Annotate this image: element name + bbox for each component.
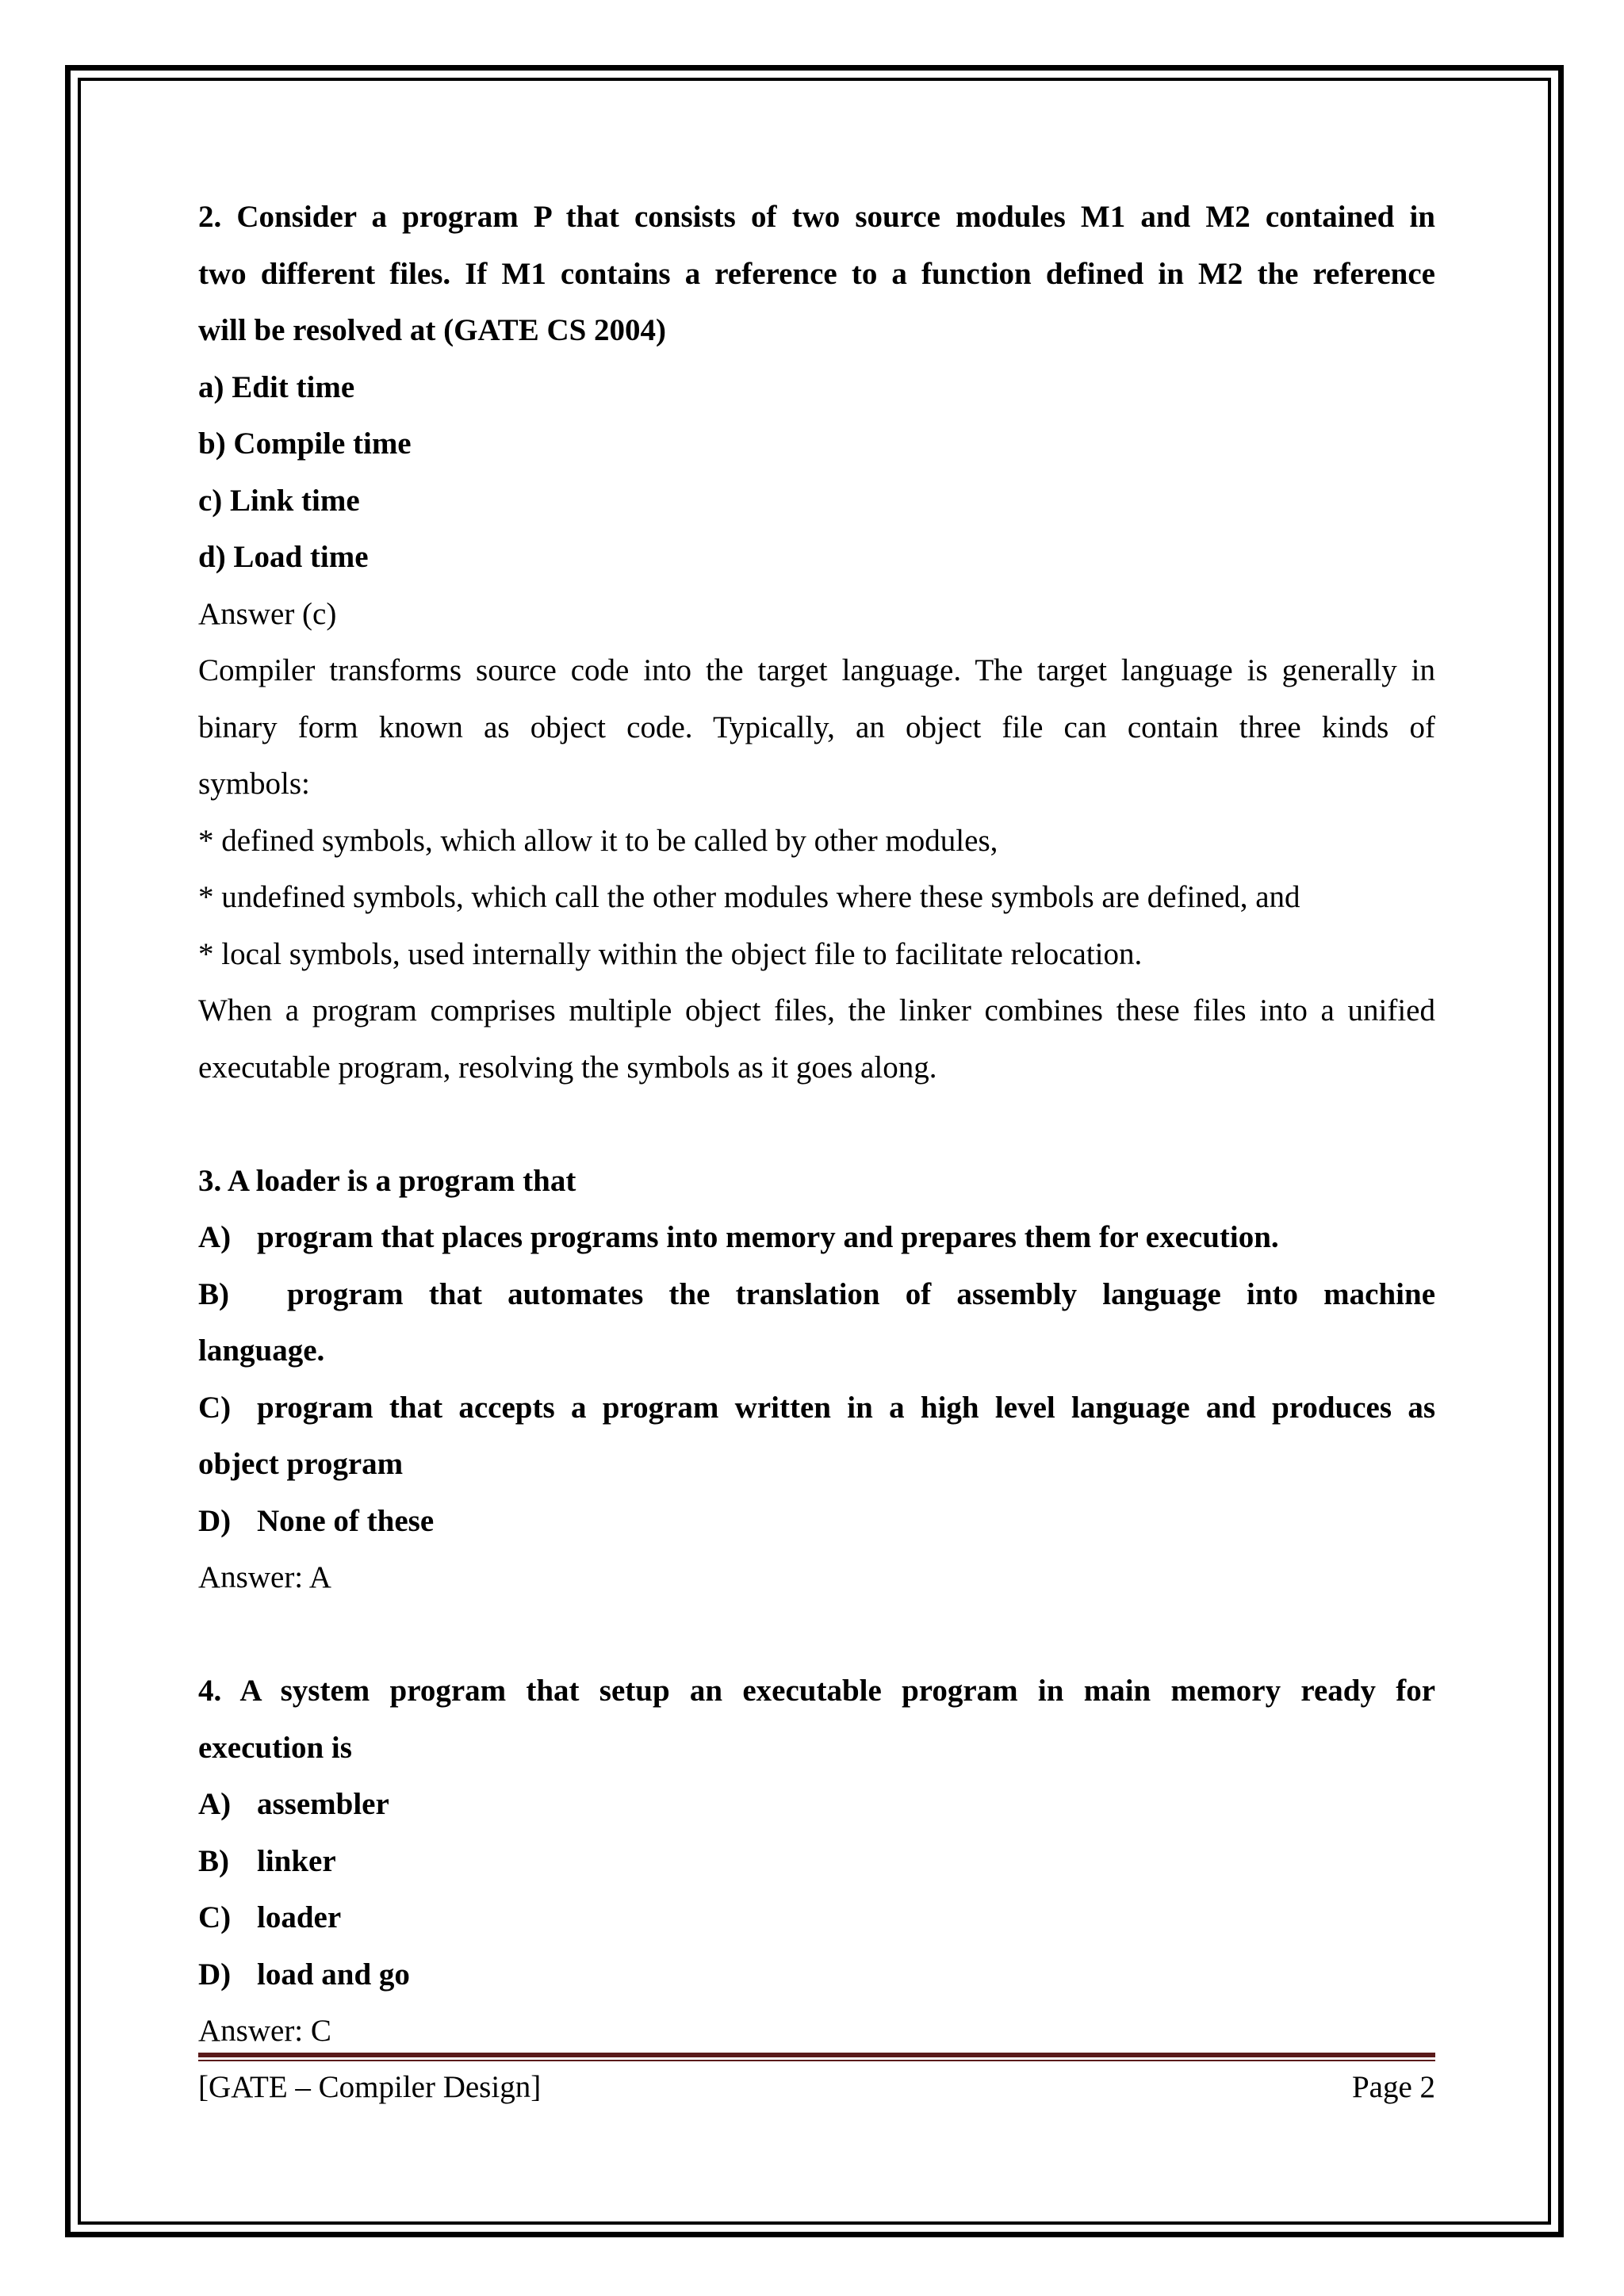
spacer: [198, 1096, 1435, 1153]
question-3-option-b: [198, 1266, 1435, 1323]
option-text: program that places programs into memory and prepares them for execution.: [257, 1220, 1279, 1254]
question-2-option-a: a) Edit time: [198, 369, 355, 404]
option-label: D): [198, 1503, 232, 1538]
option-label: C): [198, 1390, 232, 1425]
option-label: A): [198, 1787, 232, 1821]
question-3-text: 3. A loader is a program that: [198, 1163, 576, 1198]
question-4-option-b: [198, 1833, 1435, 1890]
question-4-option-a: [198, 1776, 1435, 1833]
question-2-explanation-line-6: * local symbols, used internally within the object file to facilitate relocation.: [198, 936, 1143, 971]
option-text: loader: [257, 1900, 342, 1934]
question-4: [198, 1663, 1435, 2060]
question-4-option-c: [198, 1889, 1435, 1946]
question-2-line-1: 2. Consider a program P that consists of two source modules M1 and M2 contained in: [198, 200, 1435, 234]
page-footer: [198, 2064, 1435, 2111]
footer-rule-thin: [198, 2060, 1435, 2061]
question-2-explanation-line-1: Compiler transforms source code into the target language. The target language is generally in: [198, 653, 1435, 687]
question-2-explanation-line-5: * undefined symbols, which call the other modules where these symbols are defined, and: [198, 880, 1300, 914]
question-2-explanation-line-8: executable program, resolving the symbols as it goes along.: [198, 1050, 937, 1085]
question-3-option-a: [198, 1209, 1435, 1266]
option-label: D): [198, 1957, 232, 1992]
option-label: A): [198, 1220, 232, 1254]
question-2-explanation-line-7: When a program comprises multiple object files, the linker combines these files into a unified: [198, 993, 1435, 1027]
footer-rule: [198, 2053, 1435, 2057]
question-3: [198, 1153, 1435, 1606]
option-text: load and go: [257, 1957, 410, 1992]
question-3-option-c: [198, 1380, 1435, 1437]
question-3-option-d: [198, 1493, 1435, 1550]
option-text: None of these: [257, 1503, 435, 1538]
option-text: linker: [257, 1843, 336, 1878]
question-2-line-2: two different files. If M1 contains a reference to a function defined in M2 the reference: [198, 256, 1435, 291]
option-label: C): [198, 1900, 232, 1934]
question-2-option-c: c) Link time: [198, 483, 360, 518]
option-text: program that automates the translation of assembly language into machine: [287, 1276, 1435, 1311]
question-2-answer: Answer (c): [198, 596, 337, 631]
question-2-option-b: b) Compile time: [198, 427, 412, 461]
question-2: [198, 189, 1435, 1096]
question-2-line-3: will be resolved at (GATE CS 2004): [198, 313, 667, 347]
page-number: Page 2: [1351, 2070, 1435, 2104]
question-4-answer: Answer: C: [198, 2014, 331, 2048]
question-4-line-2: execution is: [198, 1730, 352, 1765]
option-text: assembler: [257, 1787, 389, 1821]
question-3-option-c-continued: object program: [198, 1447, 404, 1481]
question-2-option-d: d) Load time: [198, 540, 369, 574]
question-2-explanation-line-3: symbols:: [198, 767, 310, 801]
question-2-explanation-line-4: * defined symbols, which allow it to be called by other modules,: [198, 823, 998, 858]
option-text: program that accepts a program written in a high level language and produces as: [257, 1390, 1435, 1425]
question-3-answer: Answer: A: [198, 1560, 331, 1594]
spacer: [198, 1606, 1435, 1663]
question-4-line-1: 4. A system program that setup an executable program in main memory ready for: [198, 1674, 1435, 1708]
option-label: B): [198, 1843, 229, 1878]
question-3-option-b-continued: language.: [198, 1334, 325, 1368]
option-label: B): [198, 1276, 229, 1311]
question-4-option-d: [198, 1946, 1435, 2003]
page-content: [198, 189, 1435, 2060]
footer-title: [GATE – Compiler Design]: [198, 2070, 542, 2104]
question-2-explanation-line-2: binary form known as object code. Typically, an object file can contain three kinds of: [198, 710, 1435, 744]
